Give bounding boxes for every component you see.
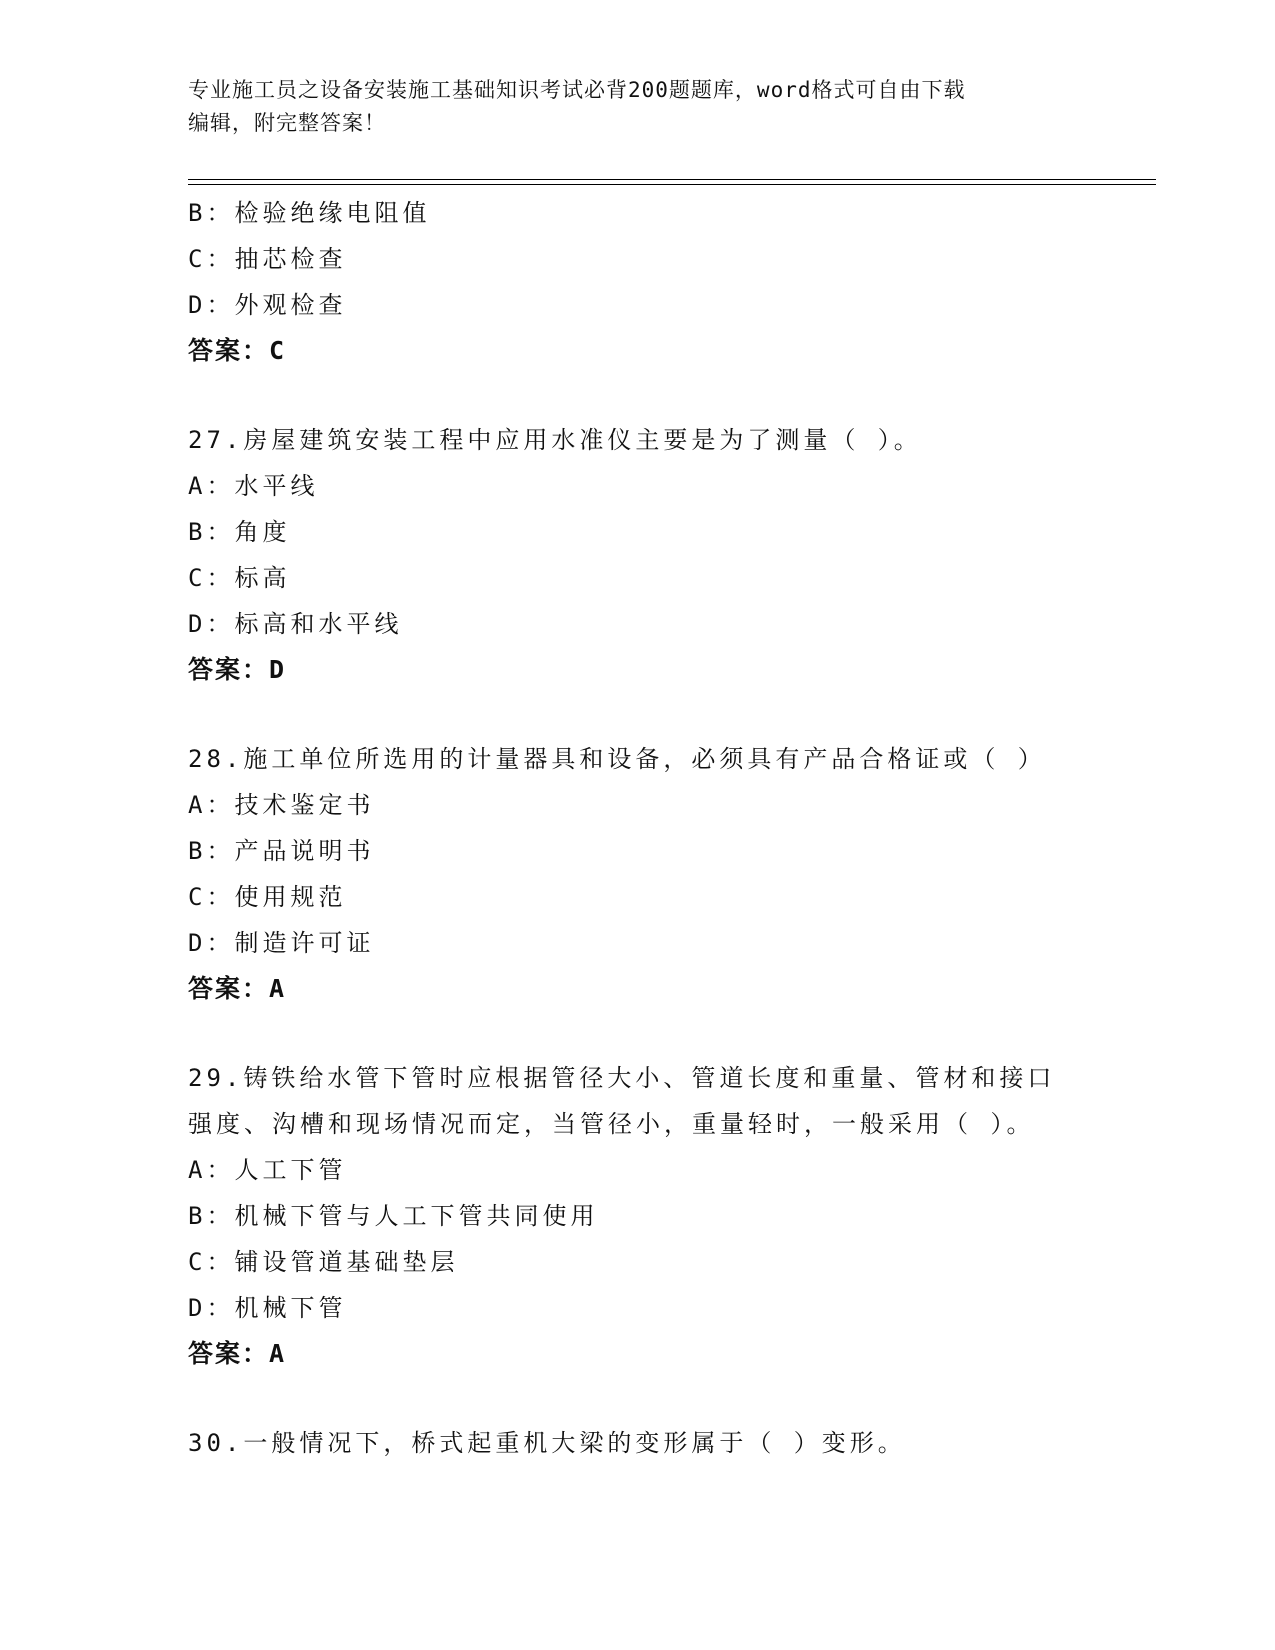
option-a: A：人工下管 — [188, 1156, 347, 1184]
answer-line: 答案：A — [188, 974, 287, 1003]
question-text: 27.房屋建筑安装工程中应用水准仪主要是为了测量（ ）。 — [188, 426, 922, 454]
question-26-tail — [188, 190, 1088, 374]
question-text-line-1: 29.铸铁给水管下管时应根据管径大小、管道长度和重量、管材和接口 — [188, 1064, 1056, 1092]
option-b: B：角度 — [188, 518, 291, 546]
question-27 — [188, 417, 1088, 693]
question-30 — [188, 1420, 1088, 1466]
question-text: 28.施工单位所选用的计量器具和设备，必须具有产品合格证或（ ） — [188, 745, 1046, 773]
option-c: C：抽芯检查 — [188, 245, 347, 273]
question-text-line-2: 强度、沟槽和现场情况而定，当管径小，重量轻时，一般采用（ ）。 — [188, 1110, 1035, 1138]
option-c: C：标高 — [188, 564, 291, 592]
option-b: B：产品说明书 — [188, 837, 375, 865]
answer-line: 答案：A — [188, 1339, 287, 1368]
option-d: D：外观检查 — [188, 291, 347, 319]
option-a: A：技术鉴定书 — [188, 791, 375, 819]
question-29 — [188, 1055, 1088, 1377]
header-line-2: 编辑，附完整答案！ — [188, 111, 386, 135]
question-text: 30.一般情况下，桥式起重机大梁的变形属于（ ）变形。 — [188, 1429, 906, 1457]
question-list — [188, 190, 1088, 1466]
option-b: B：机械下管与人工下管共同使用 — [188, 1202, 599, 1230]
header-line-1: 专业施工员之设备安装施工基础知识考试必背200题题库，word格式可自由下载 — [188, 78, 966, 102]
option-d: D：机械下管 — [188, 1294, 347, 1322]
option-d: D：标高和水平线 — [188, 610, 403, 638]
option-a: A：水平线 — [188, 472, 319, 500]
document-header — [188, 74, 1068, 140]
option-b: B：检验绝缘电阻值 — [188, 199, 431, 227]
option-c: C：使用规范 — [188, 883, 347, 911]
header-divider-top — [188, 179, 1156, 180]
header-divider-bottom — [188, 184, 1156, 185]
option-d: D：制造许可证 — [188, 929, 375, 957]
option-c: C：铺设管道基础垫层 — [188, 1248, 459, 1276]
answer-line: 答案：C — [188, 336, 287, 365]
question-28 — [188, 736, 1088, 1012]
answer-line: 答案：D — [188, 655, 287, 684]
